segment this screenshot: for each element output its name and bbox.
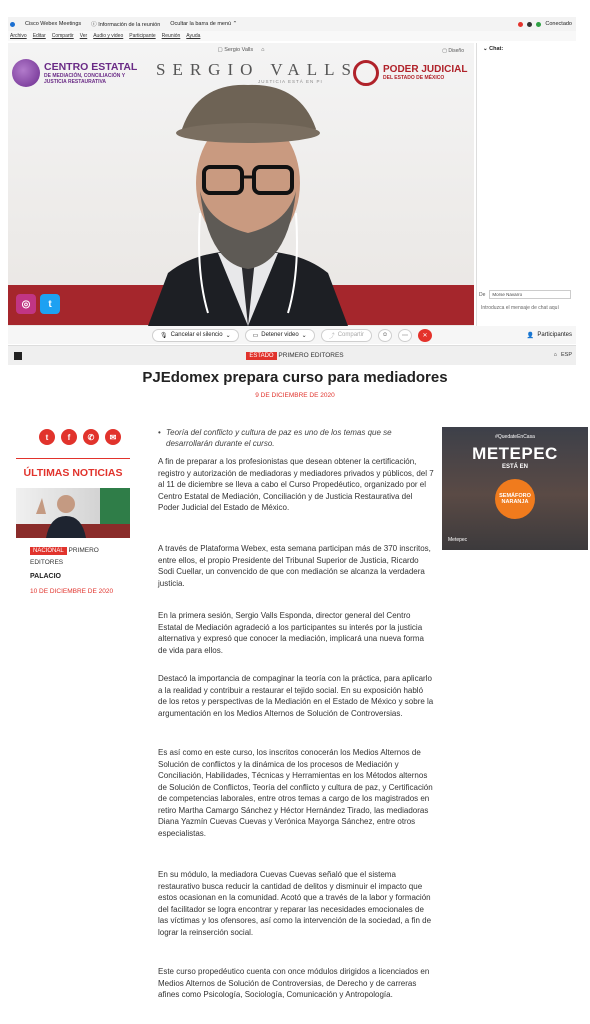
unmute-button[interactable]: 🎙 Cancelar el silencio ⌄ xyxy=(152,329,239,342)
ad-hashtag: #QuedateEnCasa xyxy=(495,434,535,440)
latest-news-heading: ÚLTIMAS NOTICIAS xyxy=(23,467,123,479)
email-icon[interactable]: ✉ xyxy=(105,429,121,445)
article-date: 9 DE DICIEMBRE DE 2020 xyxy=(255,392,335,399)
menu-editar[interactable]: Editar xyxy=(32,33,46,39)
record-icon xyxy=(518,22,523,27)
article-paragraph: A través de Plataforma Webex, esta semana participan más de 370 inscritos, entre ellos, el propio Presidente del Tribunal Superior de Justicia, Ricardo Sodi Cuellar, un convencido de que con mediación se alcanza la verdadera justicia. xyxy=(158,544,431,588)
instagram-icon: ◎ xyxy=(16,294,36,314)
twitter-icon[interactable]: t xyxy=(39,429,55,445)
menu-ver[interactable]: Ver xyxy=(79,33,88,39)
menu-ayuda[interactable]: Ayuda xyxy=(186,33,201,39)
speaker-video xyxy=(138,73,358,326)
lock-icon xyxy=(527,22,532,27)
hide-menu-button[interactable]: Ocultar la barra de menú ⌃ xyxy=(170,21,238,27)
webex-menubar xyxy=(8,31,576,41)
article-bullet: • Teoría del conflicto y cultura de paz es uno de los temas que se desarrollarán durante el curso. xyxy=(166,427,428,449)
logo-right-line2: DEL ESTADO DE MÉXICO xyxy=(383,75,445,81)
speaker-name: ▢ Sergio Valls xyxy=(217,47,254,53)
article-title: PJEdomex prepara curso para mediadores xyxy=(142,369,448,386)
webex-logo-icon xyxy=(10,22,15,27)
latest-news-image[interactable] xyxy=(16,488,130,538)
article-paragraph: En la primera sesión, Sergio Valls Esponda, director general del Centro Estatal de Mediación agradeció a los participantes su interés por la justicia alternativa y expresó que conocer la mediación, implicará una nueva forma de vida para ellos. xyxy=(158,611,424,655)
ad-badge xyxy=(495,479,535,519)
menu-audio-video[interactable]: Audio y video xyxy=(93,33,124,39)
latest-news-date: 10 DE DICIEMBRE DE 2020 xyxy=(30,588,114,595)
webex-titlebar xyxy=(8,17,576,31)
article-paragraph: Es así como en este curso, los inscritos conocerán los Medios Alternos de Solución de conflictos y la dinámica de los procesos de Mediación y Conciliación, Habilidades, Técnicas y Herramientas en los Métodos alternos de Solución de Conflictos, Teoría del conflicto y cultura de paz, y Certificación de competencias laborales, entre otros temas a cargo de los magistrados en retiro Martha Camargo Sánchez y Héctor Hernández Tirado, las mediadoras Diana Yazmín Cuevas Cuevas y Verónica Mayorga Sánchez, entre otros especialistas. xyxy=(158,748,433,838)
chat-input[interactable]: Introduzca el mensaje de chat aquí xyxy=(481,305,559,311)
ad-badge-line1: SEMÁFORO xyxy=(499,493,531,499)
language-indicator[interactable]: ⌂ ESP xyxy=(553,352,572,358)
connection-status: Conectado xyxy=(518,21,576,27)
ad-brand: METEPEC xyxy=(472,444,558,463)
webex-screenshot xyxy=(0,0,590,372)
menu-compartir[interactable]: Compartir xyxy=(51,33,74,39)
webex-app-title: Cisco Webex Meetings xyxy=(25,21,82,27)
webex-control-bar xyxy=(8,326,576,344)
chat-recipient xyxy=(479,290,571,299)
mediation-center-logo xyxy=(12,55,142,91)
leave-meeting-button[interactable]: ✕ xyxy=(418,329,432,342)
article-paragraph: Destacó la importancia de compaginar la teoría con la práctica, para aplicarlo a la realidad y contribuir a restaurar el tejido social. En su exposición habló de los retos y perspectivas de la Mediación en el Estado de México y sobre la argumentación en los Medios Alternos de Solución de Controversias. xyxy=(158,674,434,718)
meeting-info-button[interactable]: ⓘ Información de la reunión xyxy=(91,22,161,28)
speaker-brand-sub: JUSTICIA ESTÁ EN PI xyxy=(258,79,323,84)
article-paragraph: En su módulo, la mediadora Cuevas Cuevas señaló que el sistema restaurativo busca reducir la cantidad de delitos y disminuir el impacto que estos ocasionan en la comunidad. Acotó que a través de la labor y formación del facilitador se logra encontrar y reparar las necesidades emocionales de las víctimas y los ofensores, así como la intervención de la sociedad, a fin de lograr la reinserción social. xyxy=(158,870,432,937)
menu-archivo[interactable]: Archivo xyxy=(10,33,27,39)
sidebar-divider xyxy=(16,458,130,459)
reactions-button[interactable]: ☺ xyxy=(378,329,392,342)
logo-left-line3: JUSTICIA RESTAURATIVA xyxy=(44,78,107,85)
logo-left-line1: CENTRO ESTATAL xyxy=(44,60,138,73)
speaker-brand: SERGIO VALLS xyxy=(156,60,358,79)
chat-to-label: De xyxy=(479,291,486,298)
category-rest[interactable]: PRIMERO EDITORES xyxy=(278,352,344,359)
stop-video-button[interactable]: ▭ Detener video ⌄ xyxy=(245,329,315,342)
chat-recipient-select[interactable]: Morse Navarro xyxy=(489,290,571,299)
chat-header[interactable]: ⌄ Chat: xyxy=(483,46,504,52)
menu-participante[interactable]: Participante xyxy=(129,33,156,39)
share-button[interactable]: ⤴ Compartir xyxy=(321,329,372,342)
article-categories xyxy=(0,352,590,359)
latest-news-tags xyxy=(30,545,130,569)
whatsapp-icon[interactable]: ✆ xyxy=(83,429,99,445)
twitter-icon: t xyxy=(40,294,60,314)
layout-button[interactable]: ▢ Diseño xyxy=(442,48,464,54)
chat-panel xyxy=(476,43,576,326)
participants-button[interactable]: 👤 Participantes xyxy=(526,332,572,339)
metepec-ad[interactable] xyxy=(442,427,588,550)
ad-subtitle: ESTÁ EN xyxy=(501,464,528,470)
article-paragraph: Este curso propedéutico cuenta con once módulos dirigidos a licenciados en Medios Alternos de Solución de Controversias, de Derecho y de carreras afines como Psicología, Sociología, Comunicación y Antropología. xyxy=(158,967,430,999)
pin-icon[interactable]: ⌂ xyxy=(261,47,265,53)
share-buttons xyxy=(39,429,121,445)
logo-right-line1: PODER JUDICIAL xyxy=(383,64,468,75)
category-tag[interactable]: ESTADO xyxy=(246,352,276,360)
dove-icon xyxy=(12,59,40,87)
ad-footer: Metepec xyxy=(448,537,468,543)
video-stage xyxy=(8,43,474,326)
more-button[interactable]: ⋯ xyxy=(398,329,412,342)
judicial-power-logo xyxy=(353,55,471,91)
logo-left-line2: DE MEDIACIÓN, CONCILIACIÓN Y xyxy=(44,72,126,79)
latest-news-title[interactable]: PALACIO xyxy=(30,573,61,580)
connected-icon xyxy=(536,22,541,27)
latest-news-source[interactable]: PRIMERO EDITORES xyxy=(30,547,99,566)
facebook-icon[interactable]: f xyxy=(61,429,77,445)
latest-news-category[interactable]: NACIONAL xyxy=(30,547,67,555)
menu-reunion[interactable]: Reunión xyxy=(161,33,181,39)
ad-badge-line2: NARANJA xyxy=(501,499,529,505)
article-paragraph: A fin de preparar a los profesionistas que desean obtener la certificación, registro y autorización de mediadoras y mediadores privados y públicos, del 7 al 11 de diciembre se lleva a cabo el Curso Propedéutico, organizado por el Centro Estatal de Mediación, Conciliación y de Justicia Restaurativa del Poder Judicial del Estado de México. xyxy=(158,457,434,512)
